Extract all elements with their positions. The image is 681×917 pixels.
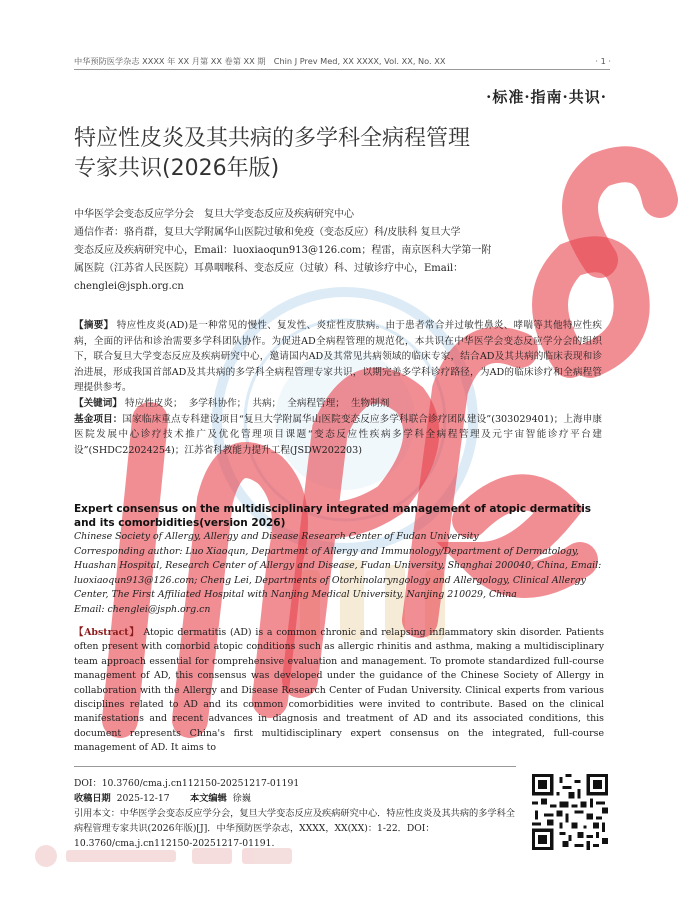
running-head: 中华预防医学杂志 XXXX 年 XX 月第 XX 卷第 XX 期 Chin J Prev Med, XX XXXX, Vol. XX, No. XX (74, 56, 446, 66)
article-title-cn (74, 124, 594, 184)
footer-rule (74, 766, 516, 767)
english-email: Email: chenglei@jsph.org.cn (74, 603, 211, 615)
english-org: Chinese Society of Allergy, Allergy and Disease Research Center of Fudan University (74, 531, 479, 542)
received-label: 收稿日期 (74, 793, 111, 804)
title-line-2: 专家共识(2026年版) (74, 156, 280, 181)
keyword: 多学科协作； (188, 397, 247, 409)
english-corresponding: Corresponding author: Luo Xiaoqun, Department of Allergy and Immunology/Department of Dermatology, Huashan Hospital, Research Center of Allergy and Disease, Fudan University, Shanghai 200040, China, Email: luoxiaoqun913@126.com; Cheng Lei, Departments of Otorhinolaryngology and Allergology, Clinical Allergy Center, The First Affiliated Hospital with Nanjing Medical University, Nanjing 210029, China (74, 545, 602, 600)
article-footer (74, 776, 524, 851)
english-affiliations (74, 530, 604, 617)
corresponding-line-4: chenglei@jsph.org.cn (74, 281, 184, 292)
keyword: 全病程管理； (287, 397, 345, 409)
corresponding-line-3: 属医院（江苏省人民医院）耳鼻咽喉科、变态反应（过敏）科、过敏诊疗中心，Email： (74, 263, 464, 274)
doi: DOI：10.3760/cma.j.cn112150-20251217-01191 (74, 778, 300, 789)
editor-label: 本文编辑 (190, 793, 227, 804)
column-tag: ·标准·指南·共识· (486, 88, 607, 106)
abstract-cn-paragraph (74, 318, 602, 396)
corresponding-line-2: 变态反应及疾病研究中心，Email：luoxiaoqun913@126.com；程雷，南京医科大学第一附 (74, 245, 492, 256)
keyword: 特应性皮炎； (125, 397, 183, 409)
publisher-logo-icon (32, 842, 302, 870)
authors-block (74, 206, 614, 296)
abstract-en-label: 【Abstract】 (74, 627, 140, 638)
author-orgs: 中华医学会变态反应学分会 复旦大学变态反应及疾病研究中心 (74, 209, 354, 220)
abstract-cn (74, 318, 602, 458)
received-line (74, 791, 524, 806)
keywords-paragraph (74, 396, 602, 412)
keywords-label: 【关键词】 (74, 397, 122, 409)
abstract-en-text: Atopic dermatitis (AD) is a common chronic and relapsing inflammatory skin disorder. Patients often present with comorbid atopic conditions such as allergic rhinitis and asthma, making a multidisciplinary team approach essential for comprehensive evaluation and management. To promote standardized full-course management of AD, this consensus was developed under the guidance of the Chinese Society of Allergy in collaboration with the Allergy and Disease Research Center of Fudan University. Clinical experts from various disciplines related to AD and its common comorbidities were invited to contribute. Based on the clinical manifestations and recent advances in diagnosis and treatment of AD and its associated conditions, this document represents China's first multidisciplinary expert consensus on the integrated, full-course management of AD. It aims to (74, 627, 604, 754)
keyword: 共病； (252, 397, 282, 409)
abstract-cn-text: 特应性皮炎(AD)是一种常见的慢性、复发性、炎症性皮肤病。由于患者常合并过敏性鼻炎、哮喘等其他特应性疾病，全面的评估和诊治需要多学科团队协作。为促进AD全病程管理的规范化，本共识在中华医学会变态反应学分会的组织下，联合复旦大学变态反应及疾病研究中心，邀请国内AD及其常见共病领域的临床专家，结合AD及其共病的临床表现和诊治进展，形成我国首部AD及其共病的多学科全病程管理专家共识，以期完善多学科诊疗路径，为AD的临床诊疗和全病程管理提供参考。 (74, 320, 602, 394)
article-title-en: Expert consensus on the multidisciplinary integrated management of atopic dermatitis and its comorbidities(version 2026) (74, 503, 592, 529)
abstract-en (74, 626, 604, 756)
funding-label: 基金项目： (74, 413, 123, 425)
abstract-cn-label: 【摘要】 (74, 320, 114, 331)
keyword: 生物制剂 (350, 397, 390, 409)
editor-name: 徐巍 (232, 793, 251, 804)
header-rule (74, 69, 610, 70)
citation: 引用本文：中华医学会变态反应学分会，复旦大学变态反应及疾病研究中心．特应性皮炎及其共病的多学科全病程管理专家共识(2026年版)[J]．中华预防医学杂志，XXXX，XX(XX)：1-22．DOI：10.3760/cma.j.cn112150-20251217-01191. (74, 808, 515, 849)
funding-paragraph (74, 412, 602, 459)
received-date: 2025-12-17 (116, 793, 170, 804)
corresponding-line-1: 通信作者：骆肖群，复旦大学附属华山医院过敏和免疫（变态反应）科/皮肤科 复旦大学 (74, 227, 461, 238)
page-number: · 1 · (595, 56, 611, 66)
funding-text: 国家临床重点专科建设项目“复旦大学附属华山医院变态反应多学科联合诊疗团队建设”(303029401)；上海申康医院发展中心诊疗技术推广及优化管理项目课题“变态反应性疾病多学科全病程管理及元宇宙智能诊疗平台建设”(SHDC22024254)；江苏省科教能力提升工程(JSDW202203) (74, 413, 603, 456)
qr-code-icon[interactable] (532, 774, 608, 850)
title-line-1: 特应性皮炎及其共病的多学科全病程管理 (74, 126, 471, 151)
